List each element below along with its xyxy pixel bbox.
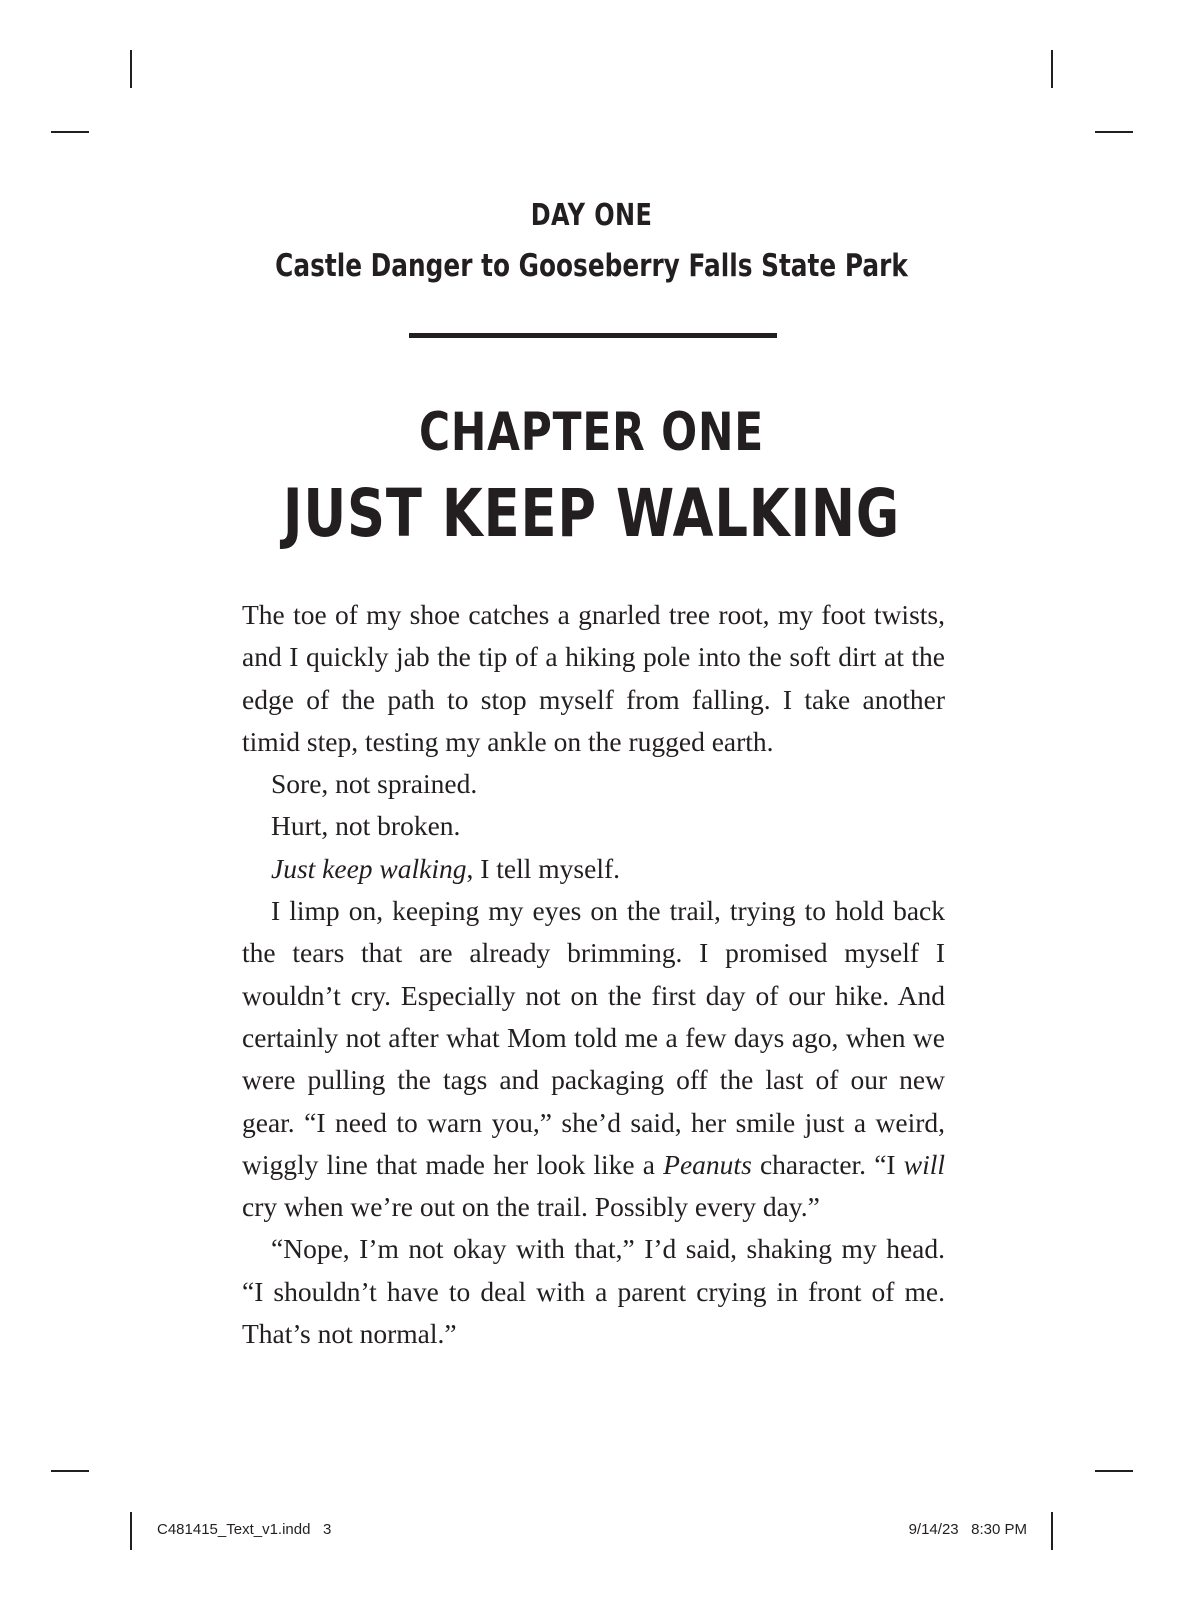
- paragraph-4-rest: , I tell myself.: [466, 852, 621, 884]
- crop-mark-bottom-right: [1051, 1512, 1053, 1550]
- crop-mark-top-left: [130, 50, 132, 88]
- day-route-subtitle: Castle Danger to Gooseberry Falls State Park: [275, 248, 908, 284]
- paragraph-5: [242, 890, 945, 1228]
- chapter-title: JUST KEEP WALKING: [282, 475, 901, 552]
- day-title: DAY ONE: [530, 198, 653, 233]
- paragraph-1: The toe of my shoe catches a gnarled tree root, my foot twists, and I quickly jab the tip of a hiking pole into the soft dirt at the edge of the path to stop myself from falling. I take another timid step, testing my ankle on the rugged earth.: [242, 599, 945, 757]
- heading-divider: [409, 333, 777, 338]
- paragraph-5-part-1: I limp on, keeping my eyes on the trail, trying to hold back the tears that are already brimming. I promised myself I wouldn’t cry. Especially not on the first day of our hike. And certainly not after what Mom told me a few days ago, when we were pulling the tags and packaging off the last of our new gear. “I need to warn you,” she’d said, her smile just a weird, wiggly line that made her look like a: [242, 895, 945, 1180]
- slug-filename: C481415_Text_v1.indd 3: [157, 1521, 332, 1538]
- paragraph-6: “Nope, I’m not okay with that,” I’d said, shaking my head. “I shouldn’t have to deal with a parent crying in front of me. That’s not normal.”: [242, 1233, 945, 1350]
- paragraph-5-italic-1: Peanuts: [663, 1148, 752, 1180]
- chapter-body: [242, 594, 945, 1355]
- crop-mark-left-top: [51, 131, 89, 133]
- paragraph-5-part-3: cry when we’re out on the trail. Possibly every day.”: [242, 1191, 820, 1223]
- crop-mark-right-bottom: [1095, 1470, 1133, 1472]
- paragraph-4: [242, 848, 945, 890]
- paragraph-4-italic: Just keep walking: [271, 852, 467, 884]
- crop-mark-right-top: [1095, 131, 1133, 133]
- chapter-number: CHAPTER ONE: [418, 402, 765, 463]
- crop-mark-bottom-left: [130, 1512, 132, 1550]
- crop-mark-top-right: [1051, 50, 1053, 88]
- crop-mark-left-bottom: [51, 1470, 89, 1472]
- paragraph-5-italic-2: will: [903, 1148, 945, 1180]
- slug-timestamp: 9/14/23 8:30 PM: [908, 1521, 1027, 1538]
- paragraph-3: Hurt, not broken.: [271, 810, 461, 842]
- paragraph-2: Sore, not sprained.: [271, 768, 478, 800]
- paragraph-5-part-2: character. “I: [751, 1148, 904, 1180]
